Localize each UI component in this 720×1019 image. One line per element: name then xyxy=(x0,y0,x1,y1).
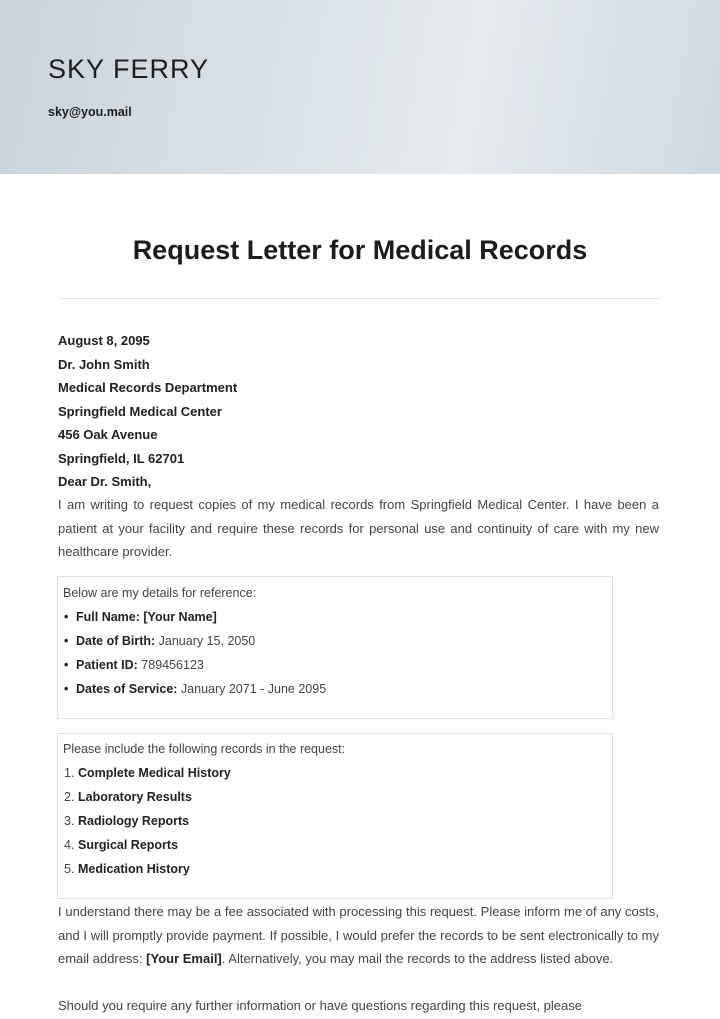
sender-email: sky@you.mail xyxy=(48,105,132,119)
details-label: Patient ID: xyxy=(76,658,138,672)
records-item xyxy=(64,838,178,852)
letter-date: August 8, 2095 xyxy=(58,333,150,348)
bullet-icon: • xyxy=(64,682,69,696)
intro-paragraph: I am writing to request copies of my medical records from Springfield Medical Center. I have been a patient at your facility and require these records for personal use and continuity of care with my new healthcare provider. xyxy=(58,497,659,559)
records-item xyxy=(64,814,189,828)
bullet-icon: • xyxy=(64,610,69,624)
email-placeholder: [Your Email] xyxy=(146,951,222,966)
fee-paragraph xyxy=(58,900,659,971)
records-number: 1. xyxy=(64,766,75,780)
records-number: 3. xyxy=(64,814,75,828)
records-label: Medication History xyxy=(78,862,190,876)
sender-name: SKY FERRY xyxy=(48,54,210,84)
recipient-name: Dr. John Smith xyxy=(58,357,150,372)
details-label: Dates of Service: xyxy=(76,682,178,696)
details-item-dates-of-service xyxy=(64,682,326,696)
records-item xyxy=(64,862,190,876)
fee-text-before: I understand there may be a fee associated with processing this request. Please inform me of any costs, and I will promptly provide payment. If possible, I would prefer the records to be sent electronically to my email address: xyxy=(58,904,659,966)
fee-text-after: . Alternatively, you may mail the records to the address listed above. xyxy=(221,951,614,966)
closing-paragraph: Should you require any further information or have questions regarding this request, please xyxy=(58,998,582,1013)
salutation: Dear Dr. Smith, xyxy=(58,474,152,489)
recipient-city: Springfield, IL 62701 xyxy=(58,451,185,466)
records-number: 5. xyxy=(64,862,75,876)
details-value: 789456123 xyxy=(137,658,204,672)
bullet-icon: • xyxy=(64,658,69,672)
records-label: Laboratory Results xyxy=(78,790,192,804)
details-label: Full Name: [Your Name] xyxy=(76,610,217,624)
recipient-organization: Springfield Medical Center xyxy=(58,404,222,419)
letterhead-banner xyxy=(0,0,720,174)
details-label: Date of Birth: xyxy=(76,634,156,648)
records-number: 2. xyxy=(64,790,75,804)
details-value: January 2071 - June 2095 xyxy=(177,682,327,696)
details-item-patient-id xyxy=(64,658,204,672)
recipient-street: 456 Oak Avenue xyxy=(58,427,158,442)
details-intro: Below are my details for reference: xyxy=(63,586,257,600)
records-label: Surgical Reports xyxy=(78,838,179,852)
details-item-full-name xyxy=(64,610,217,624)
bullet-icon: • xyxy=(64,634,69,648)
details-item-dob xyxy=(64,634,255,648)
records-item xyxy=(64,766,231,780)
recipient-department: Medical Records Department xyxy=(58,380,238,395)
title-divider xyxy=(58,298,662,299)
document-title: Request Letter for Medical Records xyxy=(132,235,588,265)
records-item xyxy=(64,790,192,804)
records-intro: Please include the following records in the request: xyxy=(63,742,346,756)
records-number: 4. xyxy=(64,838,75,852)
records-box xyxy=(57,733,613,899)
records-label: Radiology Reports xyxy=(78,814,190,828)
records-label: Complete Medical History xyxy=(78,766,231,780)
details-box xyxy=(57,576,613,719)
details-value: January 15, 2050 xyxy=(155,634,256,648)
